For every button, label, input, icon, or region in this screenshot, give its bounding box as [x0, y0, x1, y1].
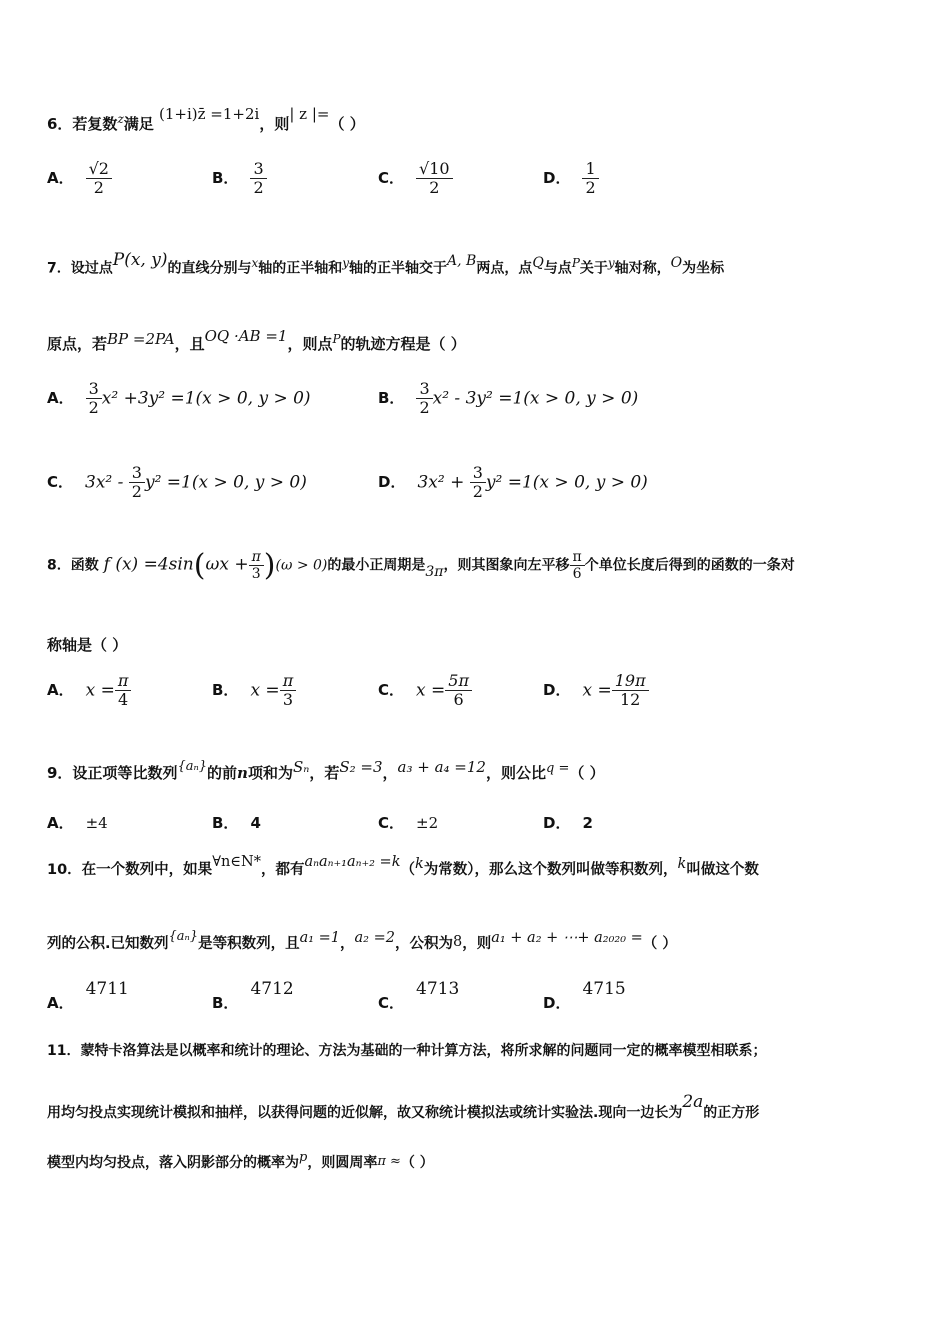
q9-a-value: ±4	[85, 814, 108, 832]
q9-option-label: D．	[543, 814, 571, 832]
q10-forall: ∀n∈N*	[212, 854, 261, 870]
q10-text: 为常数），那么这个数列叫做等积数列，	[423, 862, 678, 878]
q7-option-label: D．	[378, 473, 406, 492]
q11-stem-line2	[47, 1092, 760, 1122]
q9-seq: {aₙ}	[177, 759, 208, 774]
q7-option-b[interactable]	[378, 380, 638, 418]
q10-option-label: B．	[212, 994, 239, 1012]
q7-stem-line2	[47, 327, 466, 354]
q8-shift-num: π	[570, 549, 585, 566]
q7-option-d[interactable]	[378, 464, 648, 502]
q8-pi: π	[249, 549, 264, 566]
q10-stem-line1	[47, 854, 759, 879]
q8-text: 称轴是（ ）	[47, 636, 128, 654]
q10-text: ，公积为	[394, 936, 453, 952]
q10-sum: a₁ + a₂ + ⋯+ a₂₀₂₀ =	[491, 930, 643, 946]
q10-option-label: D．	[543, 994, 571, 1012]
q6-number: 6．若复数	[47, 115, 118, 133]
q6-d-num: 1	[582, 160, 598, 179]
q7-q: Q	[532, 254, 544, 271]
q7-text: 原点，若	[47, 335, 108, 353]
q8-text: ，则其图象向左平移	[443, 557, 570, 574]
q6-text-2: ，则	[259, 115, 290, 133]
q7-option-c[interactable]	[47, 464, 307, 502]
q7-b-num: 3	[416, 380, 432, 399]
q6-paren: （ ）	[329, 115, 365, 133]
q6-condition: (1+i)z̄ =1+2i	[159, 105, 260, 123]
q6-abs-z: | z |=	[289, 105, 330, 123]
q6-option-c[interactable]	[378, 160, 453, 198]
q8-option-label: C．	[378, 681, 405, 700]
q7-text: 与点	[543, 260, 572, 277]
q10-text: 10．在一个数列中，如果	[47, 862, 213, 878]
q10-a2: a₂ =2	[354, 930, 395, 946]
q10-b-value: 4712	[250, 979, 294, 999]
q6-d-den: 2	[585, 178, 596, 198]
q8-func-arg: ωx +	[205, 554, 249, 575]
q6-a-den: 2	[93, 178, 104, 198]
q7-text: 轴的正半轴和	[258, 260, 343, 277]
q7-d-expr: y² =1(x > 0, y > 0)	[485, 472, 648, 493]
q8-c-pre: x =	[416, 680, 446, 701]
q7-d-num: 3	[470, 464, 486, 483]
q6-text-1: 满足	[123, 115, 154, 133]
q8-stem-line1: 8．函数 f (x) =4sin(ωx + $\frac{\pi}{3}$ )(ω > 0)的最小正周期是3π，则其图象向左平移 $\frac{\pi}{6}$ 个单位长度后得到的函数的一条对	[47, 548, 795, 583]
q10-product: aₙaₙ₊₁aₙ₊₂ =k	[304, 854, 401, 870]
q10-option-b[interactable]	[212, 978, 294, 1012]
q10-text: ，则	[462, 936, 492, 952]
q7-point-p: P(x, y)	[112, 249, 168, 270]
q6-b-num: 3	[250, 160, 266, 179]
q10-k: k	[415, 856, 424, 872]
q7-x: x	[251, 256, 259, 270]
q7-a-den: 2	[88, 398, 99, 418]
q11-text: ，则圆周率	[307, 1155, 378, 1171]
q8-b-pre: x =	[250, 680, 280, 701]
q7-option-label: A．	[47, 389, 74, 408]
q7-text: 轴的正半轴交于	[349, 260, 448, 277]
q7-a-num: 3	[86, 380, 102, 399]
q11-p: p	[299, 1150, 308, 1165]
q7-d-pre: 3x² +	[417, 472, 470, 493]
q7-a-expr: x² +3y² =1(x > 0, y > 0)	[101, 388, 311, 409]
q10-text: （ ）	[642, 936, 677, 952]
q8-option-d[interactable]	[543, 672, 649, 710]
q9-option-label: C．	[378, 814, 405, 832]
q10-a1: a₁ =1	[299, 930, 341, 946]
q6-option-a[interactable]	[47, 160, 112, 198]
q11-stem-line1	[47, 1040, 766, 1060]
q7-text: ，且	[174, 335, 205, 353]
q10-k2: k	[677, 856, 687, 872]
q8-cond: (ω > 0)	[275, 557, 328, 574]
q10-a-value: 4711	[85, 979, 129, 999]
q7-d-den: 2	[472, 482, 483, 502]
q8-a-pre: x =	[85, 680, 115, 701]
q11-text: 模型内均匀投点，落入阴影部分的概率为	[47, 1155, 299, 1171]
q10-c-value: 4713	[416, 979, 460, 999]
q7-c-den: 2	[131, 482, 142, 502]
q7-b-den: 2	[419, 398, 430, 418]
q9-option-label: B．	[212, 814, 239, 832]
q6-option-label: D．	[543, 169, 571, 188]
q10-option-label: A．	[47, 994, 74, 1012]
q11-2a: 2a	[682, 1092, 704, 1112]
q11-text: 的正方形	[703, 1105, 760, 1121]
q7-option-label: C．	[47, 473, 74, 492]
q8-c-den: 6	[453, 690, 464, 710]
q7-text: 的直线分别与	[167, 260, 252, 277]
q8-text: 的最小正周期是	[327, 557, 426, 574]
q8-d-pre: x =	[582, 680, 612, 701]
q9-c-value: ±2	[416, 814, 439, 832]
q10-option-d[interactable]	[543, 978, 626, 1012]
q7-text: 7．设过点	[47, 260, 113, 277]
q10-text: ，	[340, 936, 355, 952]
q7-stem-line1	[47, 249, 725, 278]
q11-text: （ ）	[400, 1155, 434, 1171]
q9-option-d[interactable]	[543, 812, 593, 833]
q9-sn: Sₙ	[292, 758, 310, 776]
q8-option-label: B．	[212, 681, 239, 700]
q8-option-b[interactable]	[212, 672, 296, 710]
q7-text: 为坐标	[682, 260, 725, 277]
q9-d-value: 2	[582, 814, 593, 832]
q9-text: ，若	[309, 764, 340, 782]
q10-eight: 8	[452, 934, 463, 950]
q6-option-label: B．	[212, 169, 239, 188]
q8-d-den: 12	[619, 690, 641, 710]
q8-period: 3π	[425, 563, 444, 580]
q9-n: n	[237, 764, 248, 782]
q9-option-c[interactable]	[378, 812, 438, 833]
q9-text: 项和为	[247, 764, 293, 782]
q8-text: 个单位长度后得到的函数的一条对	[584, 557, 795, 574]
q10-d-value: 4715	[582, 979, 626, 999]
q10-text: 是等积数列，且	[198, 936, 300, 952]
q7-option-label: B．	[378, 389, 405, 408]
q7-c-expr: y² =1(x > 0, y > 0)	[144, 472, 307, 493]
q9-s2: S₂ =3	[339, 758, 383, 776]
q8-b-den: 3	[282, 690, 294, 710]
q9-q: q =	[545, 761, 570, 776]
q7-p: P	[571, 256, 580, 270]
q6-stem	[47, 105, 365, 134]
q8-option-label: D．	[543, 681, 571, 700]
q9-option-a[interactable]	[47, 812, 108, 833]
q7-c-pre: 3x² -	[85, 472, 129, 493]
q9-text: （ ）	[569, 764, 605, 782]
q7-bp-2pa: BP =2PA	[107, 330, 175, 348]
q8-a-den: 4	[118, 690, 129, 710]
q10-stem-line2	[47, 929, 677, 953]
q8-option-label: A．	[47, 681, 74, 700]
q11-pi: π ≈	[377, 1154, 401, 1169]
q6-option-label: C．	[378, 169, 405, 188]
q7-c-num: 3	[129, 464, 145, 483]
q6-c-num: √10	[416, 160, 453, 179]
q7-y: y	[342, 256, 350, 270]
q11-stem-line3	[47, 1152, 434, 1172]
q7-text: 关于	[579, 260, 608, 277]
q7-option-a[interactable]	[47, 380, 311, 418]
q10-text: （	[400, 862, 415, 878]
q8-func: f (x) =4sin	[103, 554, 194, 575]
q8-text: 8．函数	[47, 557, 99, 574]
q6-option-label: A．	[47, 169, 74, 188]
q7-o: O	[670, 254, 683, 271]
q9-a3a4: a₃ + a₄ =12	[397, 758, 486, 776]
q7-ab: A, B	[447, 252, 477, 269]
q7-text: ，则点	[287, 335, 333, 353]
q6-c-den: 2	[429, 178, 440, 198]
q7-p2: P	[332, 332, 341, 346]
q10-option-a[interactable]	[47, 978, 129, 1012]
q9-option-b[interactable]	[212, 812, 261, 833]
q6-option-b[interactable]	[212, 160, 267, 198]
q10-text: 列的公积.已知数列	[47, 936, 169, 952]
q6-a-num: √2	[86, 160, 112, 179]
q8-d-num: 19π	[612, 672, 649, 691]
q9-text: ，则公比	[485, 764, 546, 782]
q8-option-a[interactable]	[47, 672, 131, 710]
q9-text: ，	[382, 764, 398, 782]
q8-c-num: 5π	[445, 672, 472, 691]
q11-text: 11．蒙特卡洛算法是以概率和统计的理论、方法为基础的一种计算方法，将所求解的问题同一定的概率模型相联系；	[47, 1043, 767, 1059]
q10-text: 叫做这个数	[686, 862, 759, 878]
q10-seq: {aₙ}	[168, 929, 199, 944]
q11-text: 用均匀投点实现统计模拟和抽样，以获得问题的近似解，故又称统计模拟法或统计实验法.现向一边长为	[47, 1105, 683, 1121]
q7-text: 的轨迹方程是（ ）	[340, 335, 466, 353]
q7-b-expr: x² - 3y² =1(x > 0, y > 0)	[432, 388, 639, 409]
q9-option-label: A．	[47, 814, 74, 832]
q8-shift-den: 6	[572, 566, 582, 582]
q9-text: 的前	[207, 764, 238, 782]
q8-option-c[interactable]	[378, 672, 472, 710]
q10-text: ，都有	[260, 862, 305, 878]
q7-text: 两点，点	[476, 260, 533, 277]
q6-option-d[interactable]	[543, 160, 599, 198]
q8-three: 3	[251, 566, 261, 582]
q7-y2: y	[607, 256, 615, 270]
q9-stem	[47, 758, 605, 783]
q10-option-label: C．	[378, 994, 405, 1012]
q8-a-num: π	[115, 672, 132, 691]
q6-var-z: z	[117, 112, 124, 126]
q7-dot-product: OQ ·AB =1	[204, 327, 288, 345]
q10-option-c[interactable]	[378, 978, 460, 1012]
q7-text: 轴对称，	[614, 260, 671, 277]
q8-stem-line2	[47, 634, 127, 655]
q9-b-value: 4	[250, 814, 261, 832]
q8-b-num: π	[280, 672, 297, 691]
q9-text: 9．设正项等比数列	[47, 764, 178, 782]
q6-b-den: 2	[253, 178, 264, 198]
